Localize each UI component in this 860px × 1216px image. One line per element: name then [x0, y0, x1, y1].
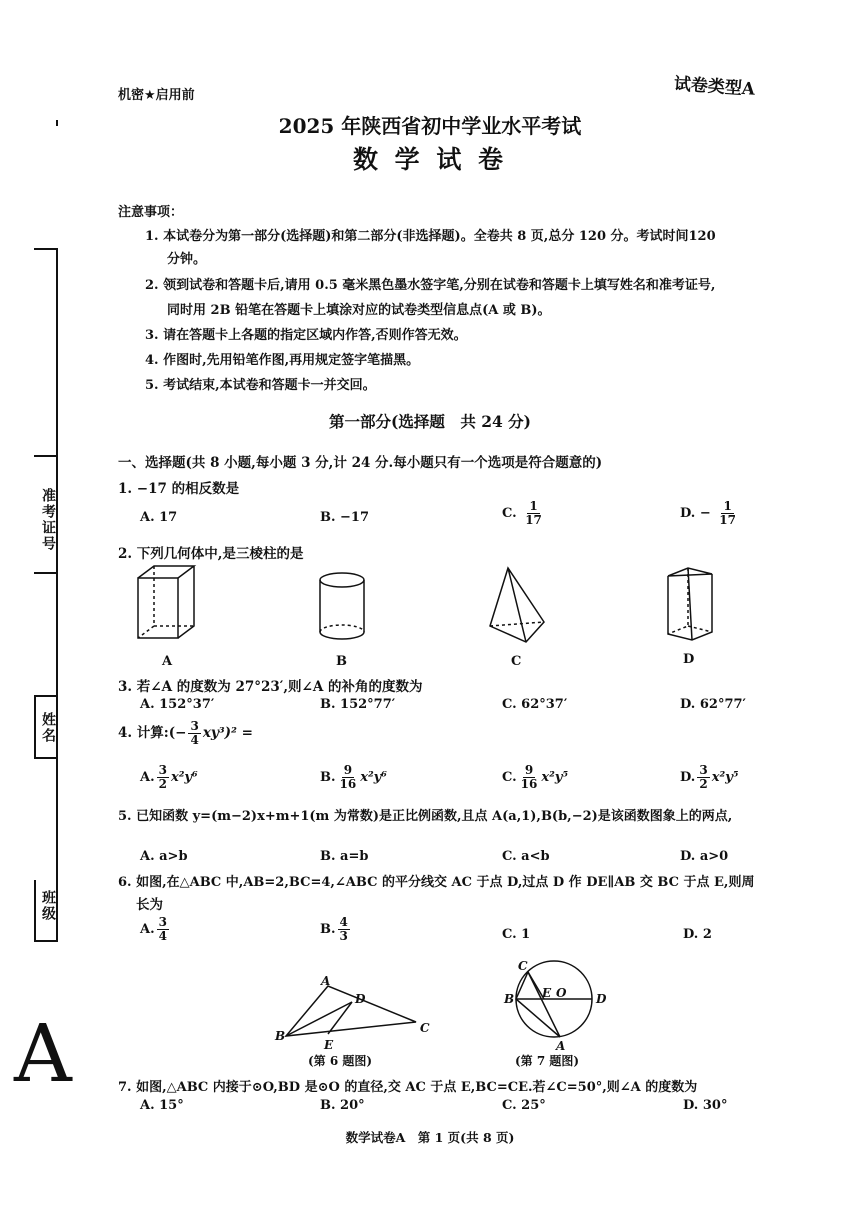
note-item: 1. 本试卷分为第一部分(选择题)和第二部分(非选择题)。全卷共 8 页,总分 120 分。考试时间120	[145, 229, 716, 244]
fraction	[157, 764, 169, 791]
numerator: 1	[723, 499, 732, 513]
binding-tick	[34, 248, 56, 250]
binding-tick	[34, 455, 56, 457]
fraction	[697, 764, 709, 791]
note-item: 2. 领到试卷和答题卡后,请用 0.5 毫米黑色墨水签字笔,分别在试卷和答题卡上填写姓名和准考证号,	[145, 278, 716, 293]
point-label-a: A	[321, 974, 331, 988]
term: x²y⁶	[360, 770, 387, 785]
bisector-bd	[286, 1002, 352, 1036]
q1-option-c	[502, 500, 546, 527]
denominator: 2	[158, 777, 167, 791]
cylinder-base	[320, 632, 364, 639]
q1-option-a: A. 17	[140, 510, 178, 525]
numerator: 9	[524, 763, 534, 777]
q6-stem-line2: 长为	[136, 897, 163, 913]
q2-label-c: C	[511, 654, 522, 669]
point-label-o: O	[556, 986, 567, 1000]
class-label: 班级	[40, 890, 56, 922]
cylinder-sides	[320, 580, 364, 632]
cube-front	[138, 578, 178, 638]
q7-option-d: D. 30°	[683, 1098, 728, 1113]
denominator: 17	[525, 513, 542, 527]
binding-box-edge	[34, 880, 36, 940]
binding-tick	[34, 940, 58, 942]
q3-option-a: A. 152°37′	[140, 697, 215, 712]
fraction	[188, 720, 200, 747]
note-item: 3. 请在答题卡上各题的指定区域内作答,否则作答无效。	[145, 328, 467, 343]
numerator: 1	[529, 499, 538, 513]
option-letter: B.	[320, 922, 336, 937]
point-label-b: B	[504, 992, 515, 1006]
section-heading: 一、选择题(共 8 小题,每小题 3 分,计 24 分.每小题只有一个选项是符合题意的)	[118, 455, 603, 471]
option-letter: B.	[320, 770, 336, 785]
term: x²y⁵	[541, 770, 569, 785]
q1-option-b: B. −17	[320, 510, 370, 525]
q4-option-c	[502, 764, 568, 791]
denominator: 3	[339, 929, 348, 943]
q3-stem: 3. 若∠A 的度数为 27°23′,则∠A 的补角的度数为	[118, 679, 423, 695]
q4-stem-head: 4. 计算:(−	[118, 725, 187, 741]
point-label-a: A	[556, 1039, 566, 1053]
denominator: 4	[158, 929, 167, 943]
denominator: 17	[719, 513, 736, 527]
denominator: 2	[699, 777, 708, 791]
triangle-abc	[516, 972, 560, 1037]
option-letter: D. −	[680, 506, 711, 521]
binding-tick	[34, 757, 56, 759]
binding-mark	[56, 120, 58, 126]
q2-stem: 2. 下列几何体中,是三棱柱的是	[118, 546, 304, 562]
figure-6-caption: (第 6 题图)	[308, 1054, 373, 1068]
fraction	[519, 764, 540, 791]
point-label-c: C	[420, 1021, 430, 1035]
option-letter: D.	[680, 770, 696, 785]
q5-option-d: D. a>0	[680, 849, 729, 864]
cube-figure	[130, 562, 200, 644]
q7-option-c: C. 25°	[502, 1098, 546, 1113]
notes-heading: 注意事项：	[118, 205, 184, 220]
fraction	[338, 764, 359, 791]
confidential-mark: 机密★启用前	[118, 88, 195, 103]
q5-stem: 5. 已知函数 y=(m−2)x+m+1(m 为常数)是正比例函数,且点 A(a,1),B(b,−2)是该函数图象上的两点,	[118, 809, 733, 824]
numerator: 3	[158, 763, 167, 777]
numerator: 4	[339, 915, 348, 929]
cube-edges	[138, 566, 194, 638]
q1-stem: 1. −17 的相反数是	[118, 481, 240, 497]
q3-option-b: B. 152°77′	[320, 697, 396, 712]
note-item: 4. 作图时,先用铅笔作图,再用规定签字笔描黑。	[145, 353, 420, 368]
prism-edges	[668, 568, 712, 640]
q2-label-d: D	[683, 652, 695, 667]
exam-title: 2025 年陕西省初中学业水平考试	[278, 114, 582, 138]
q6-option-c: C. 1	[502, 927, 531, 942]
paper-type-letter: A	[14, 1007, 72, 1100]
q4-option-a	[140, 764, 198, 791]
note-item: 5. 考试结束,本试卷和答题卡一并交回。	[145, 378, 376, 393]
figure-6	[270, 970, 430, 1050]
cylinder-top	[320, 573, 364, 587]
point-label-e: E	[324, 1038, 334, 1052]
q6-option-b	[320, 916, 352, 943]
denominator: 4	[190, 733, 199, 747]
cube-hidden-edges	[138, 566, 194, 638]
point-label-b: B	[275, 1029, 286, 1043]
point-label-d: D	[355, 992, 366, 1006]
q6-option-a	[140, 916, 171, 943]
numerator: 3	[699, 763, 708, 777]
option-letter: C.	[502, 770, 517, 785]
triangular-prism-figure	[664, 566, 720, 644]
figure-7	[500, 958, 620, 1053]
q7-option-b: B. 20°	[320, 1098, 365, 1113]
q2-label-b: B	[336, 654, 347, 669]
fraction	[338, 916, 350, 943]
q7-stem: 7. 如图,△ABC 内接于⊙O,BD 是⊙O 的直径,交 AC 于点 E,BC=CE.若∠C=50°,则∠A 的度数为	[118, 1080, 698, 1095]
point-label-d: D	[596, 992, 607, 1006]
denominator: 16	[339, 777, 357, 791]
q4-option-b	[320, 764, 387, 791]
cylinder-figure	[315, 570, 375, 646]
page-footer: 数学试卷A 第 1 页(共 8 页)	[345, 1130, 515, 1145]
binding-tick	[34, 572, 56, 574]
note-item: 同时用 2B 铅笔在答题卡上填涂对应的试卷类型信息点(A 或 B)。	[167, 303, 551, 318]
option-letter: A.	[140, 922, 155, 937]
fraction	[523, 500, 544, 527]
q5-option-c: C. a<b	[502, 849, 550, 864]
term: x²y⁶	[170, 770, 198, 785]
point-label-c: C	[518, 959, 528, 973]
point-label-e: E	[542, 986, 552, 1000]
fraction	[157, 916, 169, 943]
q4-stem-tail: xy³)² =	[202, 725, 253, 741]
pyramid-hidden-edge	[490, 622, 544, 626]
numerator: 3	[190, 719, 199, 733]
binding-box-edge	[34, 695, 36, 757]
binding-tick	[34, 695, 56, 697]
triangle-abc	[286, 986, 416, 1036]
q3-option-d: D. 62°77′	[680, 697, 746, 712]
note-item: 分钟。	[167, 252, 207, 267]
q5-option-a: A. a>b	[140, 849, 188, 864]
q6-option-d: D. 2	[683, 927, 712, 942]
pyramid-figure	[488, 566, 550, 650]
pyramid-edges	[490, 568, 544, 642]
term: x²y⁵	[711, 770, 739, 785]
q1-option-d	[680, 500, 740, 527]
option-letter: A.	[140, 770, 155, 785]
q6-stem-line1: 6. 如图,在△ABC 中,AB=2,BC=4,∠ABC 的平分线交 AC 于点 D,过点 D 作 DE∥AB 交 BC 于点 E,则周	[118, 875, 755, 890]
subject-title: 数 学 试 卷	[352, 145, 508, 174]
cylinder-base-hidden	[320, 625, 364, 632]
fraction	[717, 500, 738, 527]
q2-label-a: A	[162, 654, 173, 669]
q4-option-d	[680, 764, 738, 791]
numerator: 3	[158, 915, 167, 929]
q3-option-c: C. 62°37′	[502, 697, 568, 712]
option-letter: C.	[502, 506, 517, 521]
paper-type-label: 试卷类型A	[673, 74, 756, 100]
name-label: 姓名	[40, 712, 56, 744]
q5-option-b: B. a=b	[320, 849, 369, 864]
part1-title: 第一部分(选择题 共 24 分)	[328, 412, 532, 431]
q7-option-a: A. 15°	[140, 1098, 184, 1113]
numerator: 9	[343, 763, 353, 777]
q4-stem	[118, 720, 253, 747]
denominator: 16	[520, 777, 538, 791]
binding-line	[56, 248, 58, 940]
figure-7-caption: (第 7 题图)	[515, 1054, 580, 1068]
exam-number-label: 准考证号	[40, 488, 56, 552]
